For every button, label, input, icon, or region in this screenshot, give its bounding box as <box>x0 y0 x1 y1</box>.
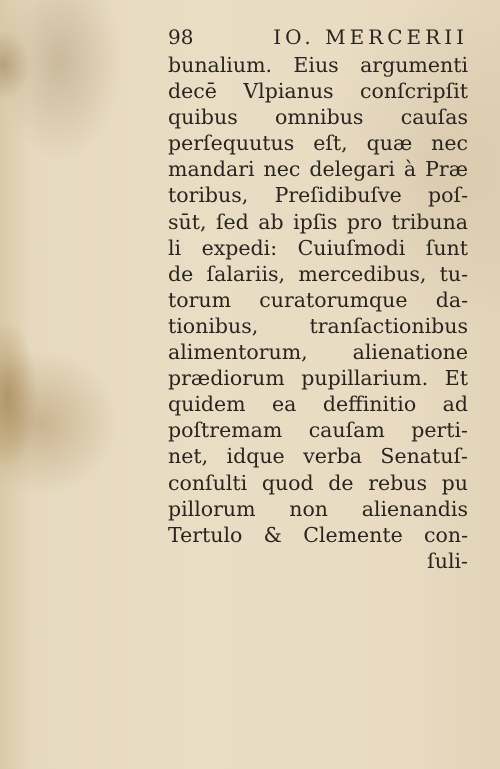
text-line: Tertulo & Clemente con- <box>168 522 468 547</box>
text-line: quibus omnibus cauſas <box>168 105 468 130</box>
text-line: pillorum non alienandis <box>168 496 468 521</box>
text-line: alimentorum, alienatione <box>168 340 468 365</box>
text-block <box>168 22 468 574</box>
catchword: ſuli- <box>427 548 468 573</box>
text-line: de ſalariis, mercedibus, tu- <box>168 261 468 286</box>
text-line: quidem ea deffinitio ad <box>168 392 468 417</box>
text-line: net, idque verba Senatuſ- <box>168 444 468 469</box>
page-header <box>168 22 468 52</box>
text-line: decē Vlpianus conſcripſit <box>168 79 468 104</box>
text-line: conſulti quod de rebus pu <box>168 470 468 495</box>
page-number: 98 <box>168 25 194 49</box>
text-line: perſequutus eſt, quæ nec <box>168 131 468 156</box>
text-line: li expedi: Cuiuſmodi ſunt <box>168 235 468 260</box>
text-line: prædiorum pupillarium. Et <box>168 366 468 391</box>
running-head: IO. MERCERII <box>273 25 468 49</box>
text-line: bunalium. Eius argumenti <box>168 53 468 77</box>
text-line: sūt, ſed ab ipſis pro tribuna <box>168 209 468 234</box>
water-stain <box>0 320 38 470</box>
text-line: torum curatorumque da- <box>168 287 468 312</box>
edge-stain <box>0 30 30 100</box>
text-line: toribus, Preſidibuſve poſ- <box>168 183 468 208</box>
text-line: tionibus, tranſactionibus <box>168 313 468 338</box>
text-line: mandari nec delegari à Præ <box>168 157 468 182</box>
text-line: poſtremam cauſam perti- <box>168 418 468 443</box>
